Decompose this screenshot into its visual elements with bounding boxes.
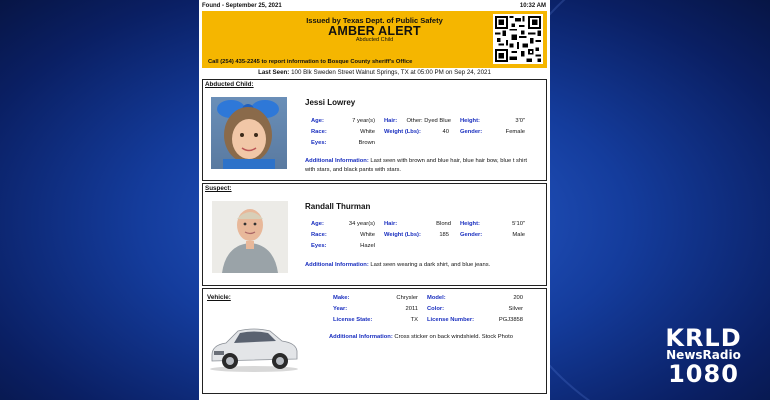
document-header xyxy=(199,0,550,10)
child-age-label: Age: xyxy=(311,118,324,124)
vehicle-info-label: Additional Information: xyxy=(329,334,393,340)
logo-line-3: 1080 xyxy=(668,360,739,388)
child-eyes-label: Eyes: xyxy=(311,140,327,146)
suspect-additional-info xyxy=(305,261,537,270)
vehicle-section xyxy=(202,288,547,394)
section-label: Vehicle: xyxy=(207,294,231,301)
vehicle-make-label: Make: xyxy=(333,295,350,301)
issuer-text: Issued by Texas Dept. of Public Safety xyxy=(306,16,443,25)
vehicle-year-label: Year: xyxy=(333,306,348,312)
krld-newsradio-logo xyxy=(655,324,752,389)
child-hair-value: Other: Dyed Blue xyxy=(406,118,451,124)
found-time: 10:32 AM xyxy=(519,3,546,9)
qr-code-icon[interactable] xyxy=(493,14,543,64)
vehicle-model-label: Model: xyxy=(427,295,446,301)
suspect-eyes-value: Hazel xyxy=(360,243,375,249)
suspect-hair-label: Hair: xyxy=(384,221,398,227)
child-height-label: Height: xyxy=(460,118,480,124)
suspect-age-value: 34 year(s) xyxy=(348,221,375,227)
child-photo xyxy=(211,97,287,169)
last-seen-label: Last Seen: xyxy=(258,69,290,76)
suspect-race-label: Race: xyxy=(311,232,327,238)
child-height-value: 3'0" xyxy=(515,118,525,124)
suspect-name: Randall Thurman xyxy=(305,202,371,211)
child-race-value: White xyxy=(360,129,375,135)
child-gender-label: Gender: xyxy=(460,129,483,135)
child-age-value: 7 year(s) xyxy=(352,118,375,124)
vehicle-plate-value: PGJ3858 xyxy=(498,317,523,323)
child-weight-value: 40 xyxy=(442,129,449,135)
logo-line-1: KRLD xyxy=(665,324,742,352)
vehicle-model-value: 200 xyxy=(513,295,523,301)
child-additional-info xyxy=(305,157,537,175)
alert-title: AMBER ALERT xyxy=(328,24,421,38)
child-info-label: Additional Information: xyxy=(305,158,369,164)
suspect-weight-label: Weight (Lbs): xyxy=(384,232,421,238)
section-label: Suspect: xyxy=(205,185,232,192)
vehicle-photo xyxy=(208,315,300,373)
vehicle-state-value: TX xyxy=(410,317,418,323)
vehicle-info-text: Cross sticker on back windshield. Stock Photo xyxy=(394,334,513,340)
vehicle-make-value: Chrysler xyxy=(396,295,418,301)
child-race-label: Race: xyxy=(311,129,327,135)
vehicle-plate-label: License Number: xyxy=(427,317,475,323)
vehicle-color-label: Color: xyxy=(427,306,445,312)
suspect-section xyxy=(202,183,547,286)
child-weight-label: Weight (Lbs): xyxy=(384,129,421,135)
suspect-hair-value: Blond xyxy=(436,221,451,227)
child-gender-value: Female xyxy=(505,129,525,135)
vehicle-year-value: 2011 xyxy=(405,306,418,312)
suspect-info-label: Additional Information: xyxy=(305,262,369,268)
found-date: Found - September 25, 2021 xyxy=(202,3,282,9)
section-label: Abducted Child: xyxy=(205,81,254,88)
suspect-weight-value: 185 xyxy=(439,232,449,238)
amber-alert-banner xyxy=(202,11,547,68)
child-name: Jessi Lowrey xyxy=(305,98,356,107)
vehicle-state-label: License State: xyxy=(333,317,373,323)
last-seen-text: 100 Blk Sweden Street Walnut Springs, TX at 05:00 PM on Sep 24, 2021 xyxy=(291,69,491,76)
suspect-race-value: White xyxy=(360,232,375,238)
alert-subtitle: Abducted Child xyxy=(355,37,394,43)
vehicle-color-value: Silver xyxy=(508,306,523,312)
suspect-gender-value: Male xyxy=(512,232,525,238)
suspect-photo xyxy=(212,201,288,273)
vehicle-additional-info xyxy=(329,333,539,342)
suspect-height-value: 5'10" xyxy=(512,221,525,227)
logo-line-2: NewsRadio xyxy=(666,348,741,362)
suspect-age-label: Age: xyxy=(311,221,324,227)
suspect-height-label: Height: xyxy=(460,221,480,227)
last-seen-line xyxy=(199,69,550,76)
child-info-text: Last seen with brown and blue hair, blue hair bow, blue t shirt with stars, and black pants with stars. xyxy=(305,158,528,173)
report-call-text: Call (254) 435-2245 to report information to Bosque County sheriff's Office xyxy=(208,59,413,65)
suspect-gender-label: Gender: xyxy=(460,232,483,238)
amber-alert-document xyxy=(199,0,550,400)
suspect-info-text: Last seen wearing a dark shirt, and blue jeans. xyxy=(370,262,491,268)
child-eyes-value: Brown xyxy=(358,140,375,146)
abducted-child-section xyxy=(202,79,547,181)
suspect-eyes-label: Eyes: xyxy=(311,243,327,249)
child-hair-label: Hair: xyxy=(384,118,398,124)
